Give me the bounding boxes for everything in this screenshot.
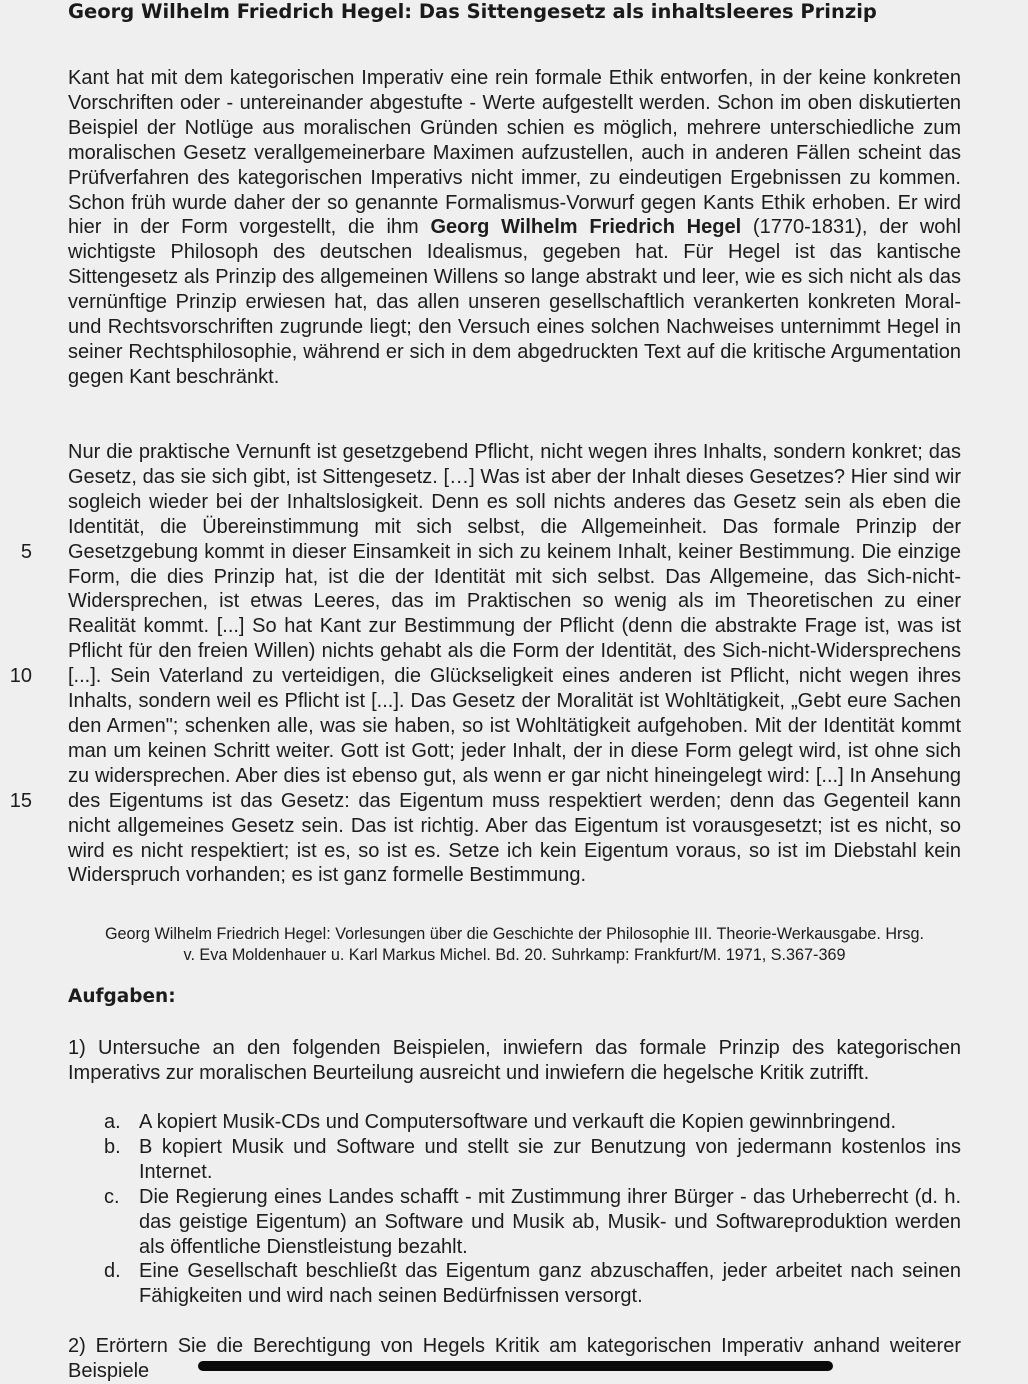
intro-text-part1: Kant hat mit dem kategorischen Imperativ eine rein formale Ethik entworfen, in der keine konkreten Vorschriften oder - untereinander abgestufte - Werte aufgestellt werden. Schon im oben diskutierten Beispiel der Notlüge aus moralischen Gründen schien es möglich, mehrere unterschiedliche zum moralischen Gesetz verallgemeinerbare Maximen aufzustellen, auch in anderen Fällen scheint das Prüfverfahren des kategorischen Imperativs nicht immer, zu eindeutigen Ergebnissen zu kommen. Schon früh wurde daher der so genannte Formalismus-Vorwurf gegen Kants Ethik erhoben. Er wird hier in der Form vorgestellt, die ihm (68, 67, 961, 239)
example-item-a (104, 1110, 961, 1135)
example-item-d (104, 1259, 961, 1309)
intro-paragraph (68, 66, 961, 390)
source-line-1: Georg Wilhelm Friedrich Hegel: Vorlesungen über die Geschichte der Philosophie III. Theorie-Werkausgabe. Hrsg. (104, 925, 925, 943)
line-number-10: 10 (9, 665, 32, 687)
example-letter: b. (104, 1135, 121, 1158)
example-text: Die Regierung eines Landes schafft - mit Zustimmung ihrer Bürger - das Urheberrecht (d. h. das geistige Eigentum) an Software und Musik ab, Musik- und Softwareproduktion werden als öffentliche Dienstleistung bezahlt. (139, 1185, 961, 1258)
task-2: 2) Erörtern Sie die Berechtigung von Hegels Kritik am kategorischen Imperativ anhand weiterer Beispiele (68, 1335, 961, 1382)
line-number-5: 5 (20, 541, 32, 563)
example-letter: d. (104, 1260, 121, 1283)
hegel-quote: Nur die praktische Vernunft ist gesetzgebend Pflicht, nicht wegen ihres Inhalts, sondern konkret; das Gesetz, das sie sich gibt, ist Sittengesetz. […] Was ist aber der Inhalt dieses Gesetzes? Hier sind wir sogleich wieder bei der Inhaltslosigkeit. Denn es soll nichts anderes das Gesetz sein als eben die Identität, die Übereinstimmung mit sich selbst, die Allgemeinheit. Das formale Prinzip der Gesetzgebung kommt in dieser Einsamkeit in sich zu keinem Inhalt, keiner Bestimmung. Die einzige Form, die dies Prinzip hat, ist die der Identität mit sich selbst. Das Allgemeine, das Sich-nicht-Widersprechen, ist etwas Leeres, das im Praktischen so wenig als im Theoretischen zu einer Realität kommt. [...] So hat Kant zur Bestimmung der Pflicht (denn die abstrakte Frage ist, was ist Pflicht für den freien Willen) nichts gehabt als die Form der Identität, des Sich-nicht-Widersprechens [...]. Sein Vaterland zu verteidigen, die Glückseligkeit eines anderen ist Pflicht, nicht wegen ihres Inhalts, sondern weil es Pflicht ist [...]. Das Gesetz der Moralität ist Wohltätigkeit, „Gebt eure Sachen den Armen"; schenken alle, was sie haben, so ist Wohltätigkeit aufgehoben. Mit der Identität kommt man um keinen Schritt weiter. Gott ist Gott; jeder Inhalt, der in diese Form gelegt wird, ist ohne sich zu widersprechen. Aber dies ist ebenso gut, als wenn er gar nicht hineingelegt wird: [...] In Ansehung des Eigentums ist das Gesetz: das Eigentum muss respektiert werden; denn das Gegenteil kann nicht allgemeines Gesetz sein. Das ist richtig. Aber das Eigentum ist vorausgesetzt; ist es nicht, so wird es nicht respektiert; ist es, so ist es. Setze ich kein Eigentum voraus, so ist im Diebstahl kein Widerspruch vorhanden; es ist ganz formelle Bestimmung. (68, 441, 961, 887)
intro-bold-name: Georg Wilhelm Friedrich Hegel (430, 216, 742, 239)
source-line-2: v. Eva Moldenhauer u. Karl Markus Michel. Bd. 20. Suhrkamp: Frankfurt/M. 1971, S.367-369 (183, 946, 846, 964)
source-citation (68, 924, 961, 966)
page-title: Georg Wilhelm Friedrich Hegel: Das Sittengesetz als inhaltsleeres Prinzip (68, 0, 877, 23)
example-item-c (104, 1185, 961, 1260)
example-text: Eine Gesellschaft beschließt das Eigentum ganz abzuschaffen, jeder arbeitet nach seinen Fähigkeiten und wird nach seinen Bedürfnissen versorgt. (139, 1260, 961, 1308)
example-letter: a. (104, 1111, 121, 1133)
home-indicator-bar[interactable] (198, 1361, 833, 1371)
intro-text-part2: (1770-1831), der wohl wichtigste Philosoph des deutschen Idealismus, gegeben hat. Für Hegel ist das kantische Sittengesetz als Prinzip des allgemeinen Willens so lange abstrakt und leer, wie es sich nicht als das vernünftige Prinzip erwiesen hat, das allen unseren gesellschaftlich verankerten konkreten Moral- und Rechtsvorschriften zugrunde liegt; den Versuch eines solchen Nachweises unternimmt Hegel in seiner Rechtsphilosophie, während er sich in dem abgedruckten Text auf die kritische Argumentation gegen Kant beschränkt. (68, 216, 961, 388)
example-item-b (104, 1135, 961, 1185)
task-1-examples (104, 1110, 961, 1309)
example-text: B kopiert Musik und Software und stellt sie zur Benutzung von jedermann kostenlos ins Internet. (139, 1135, 961, 1183)
line-number-15: 15 (9, 790, 32, 812)
tasks-heading: Aufgaben: (68, 986, 176, 1007)
task-1: 1) Untersuche an den folgenden Beispielen, inwiefern das formale Prinzip des kategorischen Imperativs zur moralischen Beurteilung ausreicht und inwiefern die hegelsche Kritik zutrifft. (68, 1037, 961, 1084)
example-text: A kopiert Musik-CDs und Computersoftware und verkauft die Kopien gewinnbringend. (139, 1111, 897, 1133)
example-letter: c. (104, 1185, 120, 1208)
